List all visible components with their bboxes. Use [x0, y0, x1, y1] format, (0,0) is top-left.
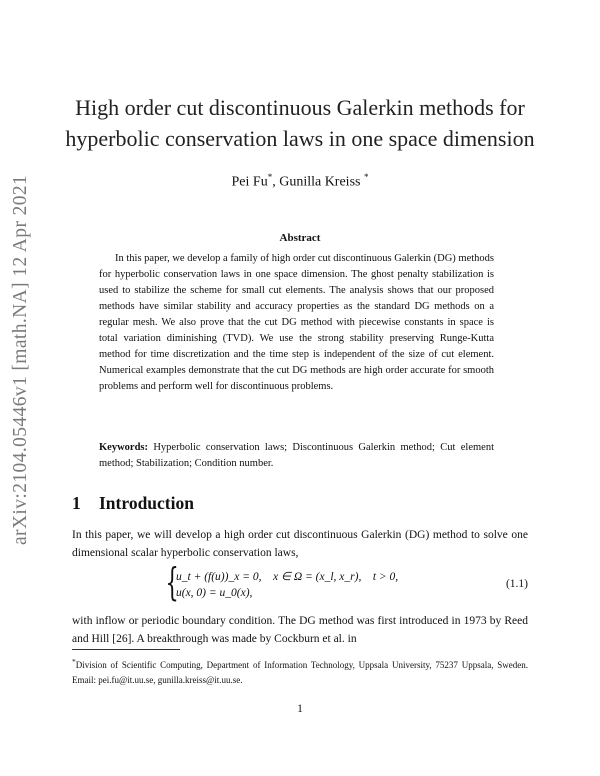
- arxiv-identifier: arXiv:2104.05446v1 [math.NA] 12 Apr 2021: [10, 174, 31, 545]
- abstract-heading: Abstract: [279, 232, 321, 244]
- paper-title: [40, 92, 560, 154]
- keywords-label: Keywords:: [99, 442, 148, 453]
- author-footnote-mark: *: [363, 172, 369, 182]
- author-name: Pei Fu: [231, 174, 268, 190]
- footnote-divider: [72, 649, 180, 650]
- equation-1-1: [160, 560, 528, 607]
- footnote-mark: *: [72, 657, 76, 666]
- equation-number: (1.1): [505, 578, 528, 590]
- section-number: 1: [72, 493, 81, 513]
- footnote: [72, 654, 528, 688]
- equation-brace: {: [165, 560, 179, 604]
- page-number: 1: [297, 703, 303, 715]
- footnote-text: Division of Scientific Computing, Department of Information Technology, Uppsala University, 75237 Uppsala, Sweden. Email: pei.fu@it.uu.se, gunilla.kreiss@it.uu.se.: [72, 660, 528, 685]
- keywords-text: Hyperbolic conservation laws; Discontinuous Galerkin method; Cut element method; Stabilization; Condition number.: [99, 442, 495, 469]
- title-line-2: hyperbolic conservation laws in one space dimension: [65, 126, 535, 151]
- section-heading: [72, 493, 194, 514]
- abstract-body: In this paper, we develop a family of high order cut discontinuous Galerkin (DG) methods for hyperbolic conservation laws in one space dimension. The ghost penalty stabilization is used to stabilize the scheme for small cut elements. The analysis shows that our proposed methods have similar stability and accuracy properties as the standard DG methods on a regular mesh. We also prove that the cut DG method with piecewise constants in space is total variation diminishing (TVD). We use the strong stability preserving Runge-Kutta method for time discretization and the time step is independent of the size of cut element. Numerical examples demonstrate that the cut DG methods are high order accurate for smooth problems and perform well for discontinuous problems.: [99, 253, 494, 392]
- keywords: [99, 440, 494, 472]
- author-list: [0, 172, 600, 191]
- equation-line: u_t + (f(u))_x = 0, x ∈ Ω = (x_l, x_r), t > 0,: [176, 571, 399, 583]
- author-footnote-mark: *: [267, 172, 273, 182]
- intro-paragraph: with inflow or periodic boundary condition. The DG method was first introduced in 1973 by Reed and Hill [26]. A breakthrough was made by Cockburn et al. in: [72, 615, 528, 645]
- title-line-1: High order cut discontinuous Galerkin methods for: [75, 95, 525, 120]
- equation-line: u(x, 0) = u_0(x),: [176, 587, 253, 599]
- intro-paragraph: In this paper, we will develop a high order cut discontinuous Galerkin (DG) method to solve one dimensional scalar hyperbolic conservation laws,: [72, 529, 528, 559]
- author-name: , Gunilla Kreiss: [272, 174, 364, 190]
- section-title: Introduction: [99, 493, 194, 513]
